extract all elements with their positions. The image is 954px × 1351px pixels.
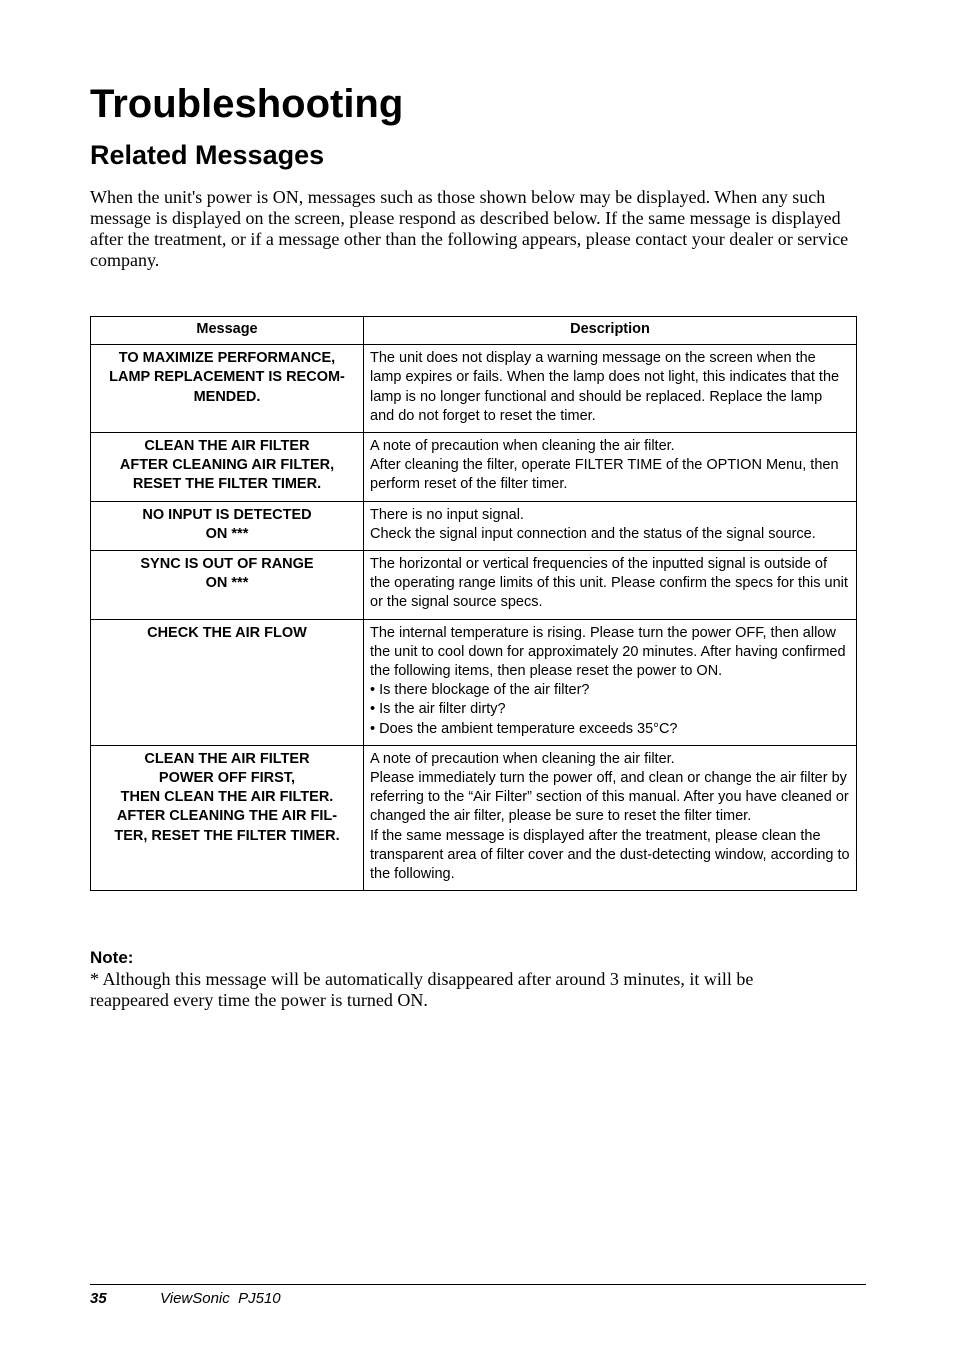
message-line: CHECK THE AIR FLOW (147, 624, 307, 641)
description-line: After cleaning the filter, operate FILTER TIME of the OPTION Menu, then perform reset of the filter timer. (370, 457, 839, 493)
message-line: LAMP REPLACEMENT IS RECOM- (109, 369, 345, 386)
description-line: The horizontal or vertical frequencies of the inputted signal is outside of the operating range limits of this unit. Please confirm the specs for this unit or the signal source specs. (370, 556, 848, 611)
description-cell (364, 501, 857, 550)
table-body (91, 345, 857, 891)
table-row (91, 619, 857, 745)
description-line: Please immediately turn the power off, and clean or change the air filter by referring to the “Air Filter” section of this manual. After you have cleaned or changed the air filter, please be sure to reset the filter timer. (370, 770, 849, 825)
description-line: A note of precaution when cleaning the air filter. (370, 750, 675, 767)
header-description: Description (364, 317, 857, 345)
footer-divider (90, 1284, 866, 1285)
table-row (91, 433, 857, 502)
footer-product-name: ViewSonic PJ510 (160, 1290, 281, 1307)
description-line: The internal temperature is rising. Please turn the power OFF, then allow the unit to cool down for approximately 20 minutes. After having confirmed the following items, then please reset the power to ON. (370, 624, 846, 680)
description-cell (364, 745, 857, 890)
message-cell (91, 345, 364, 433)
message-line: TER, RESET THE FILTER TIMER. (114, 827, 340, 844)
description-line: A note of precaution when cleaning the air filter. (370, 438, 675, 455)
description-cell (364, 433, 857, 502)
description-cell (364, 551, 857, 620)
page-number: 35 (90, 1290, 107, 1307)
table-header-row (91, 317, 857, 345)
description-line: If the same message is displayed after the treatment, please clean the transparent area of filter cover and the dust-detecting window, according to the following. (370, 827, 850, 883)
description-cell (364, 345, 857, 433)
message-line: POWER OFF FIRST, (158, 770, 296, 787)
message-line: AFTER CLEANING AIR FILTER, (119, 457, 335, 474)
message-line: SYNC IS OUT OF RANGE (140, 556, 314, 573)
note-text: * Although this message will be automatically disappeared after around 3 minutes, it will be reappeared every time the power is turned ON. (90, 969, 754, 1010)
description-cell (364, 619, 857, 745)
message-cell (91, 433, 364, 502)
message-line: MENDED. (193, 388, 261, 405)
message-line: ON *** (205, 525, 249, 542)
message-line: THEN CLEAN THE AIR FILTER. (120, 789, 334, 806)
table-row (91, 745, 857, 890)
message-line: TO MAXIMIZE PERFORMANCE, (118, 350, 336, 367)
message-line: AFTER CLEANING THE AIR FIL- (116, 808, 338, 825)
message-line: RESET THE FILTER TIMER. (132, 476, 322, 493)
message-cell (91, 745, 364, 890)
description-line: There is no input signal. (370, 506, 524, 523)
header-message: Message (91, 317, 364, 345)
description-line: The unit does not display a warning message on the screen when the lamp expires or fails. When the lamp does not light, this indicates that the lamp is no longer functional and should be replaced. Replace the lamp and do not forget to reset the timer. (370, 350, 840, 424)
message-line: CLEAN THE AIR FILTER (144, 750, 310, 767)
page-title: Troubleshooting (90, 82, 404, 126)
description-line: • Does the ambient temperature exceeds 35°C? (370, 720, 678, 737)
section-title: Related Messages (90, 140, 325, 170)
table-row (91, 345, 857, 433)
message-line: NO INPUT IS DETECTED (142, 506, 312, 523)
message-cell (91, 551, 364, 620)
description-line: • Is there blockage of the air filter? (370, 682, 590, 699)
intro-paragraph: When the unit's power is ON, messages such as those shown below may be displayed. When any such message is displayed on the screen, please respond as described below. If the same message is displayed after the treatment, or if a message other than the following appears, please contact your dealer or service company. (90, 187, 849, 270)
message-cell (91, 501, 364, 550)
message-cell (91, 619, 364, 745)
message-line: CLEAN THE AIR FILTER (144, 438, 310, 455)
description-line: Check the signal input connection and the status of the signal source. (370, 525, 816, 542)
messages-table (90, 316, 857, 891)
description-line: • Is the air filter dirty? (370, 701, 506, 718)
note-heading: Note: (90, 948, 134, 967)
message-line: ON *** (205, 575, 249, 592)
table-row (91, 551, 857, 620)
table-row (91, 501, 857, 550)
